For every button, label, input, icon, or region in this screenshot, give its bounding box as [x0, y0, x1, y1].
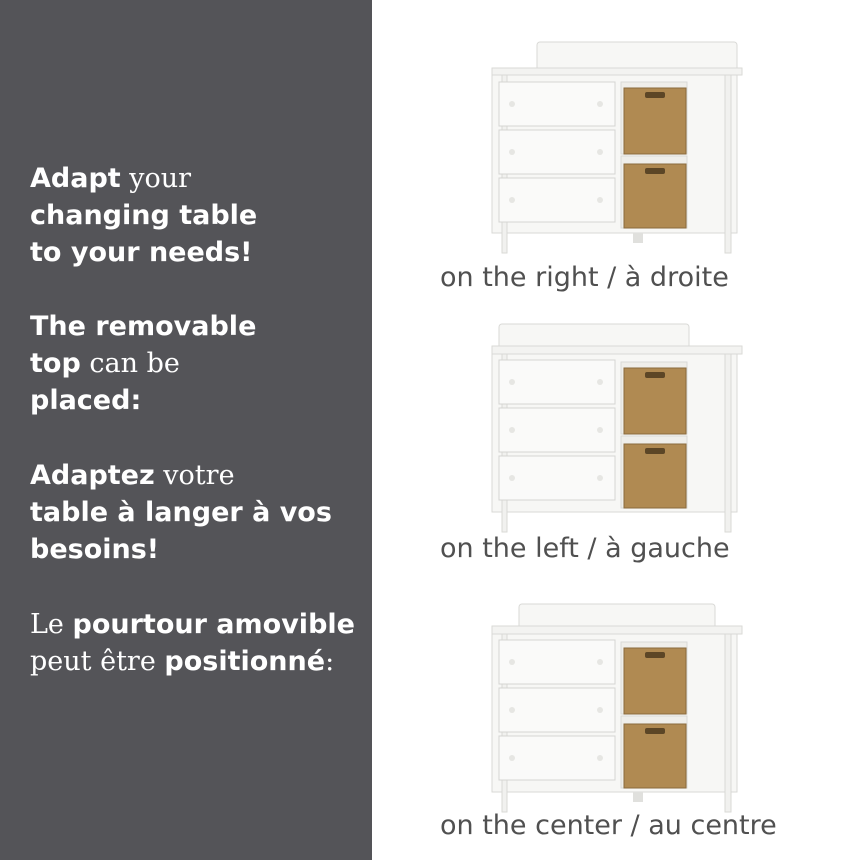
- text-adaptez: Adaptez: [30, 460, 155, 491]
- text-le: Le: [30, 609, 73, 640]
- text-can-be: can be: [80, 348, 180, 379]
- caption-left: on the left / à gauche: [440, 533, 730, 564]
- text-your: your: [120, 163, 192, 194]
- text-pourtour-amovible: pourtour amovible: [72, 609, 355, 640]
- text-positionne: positionné: [164, 646, 326, 677]
- text-colon: :: [325, 646, 335, 677]
- dresser-image-top-center: [487, 598, 747, 818]
- removable-french: [30, 606, 355, 680]
- dresser-image-top-left: [487, 320, 747, 540]
- caption-right: on the right / à droite: [440, 262, 729, 293]
- description-panel: [0, 0, 372, 860]
- text-placed: placed:: [30, 385, 142, 416]
- caption-center: on the center / au centre: [440, 810, 777, 841]
- text-adapt: Adapt: [30, 163, 121, 194]
- text-top: top: [30, 348, 81, 379]
- text-changing-table: changing table: [30, 200, 258, 231]
- text-votre: votre: [154, 460, 235, 491]
- options-panel: [372, 0, 860, 860]
- text-table-a-langer: table à langer à vos: [30, 497, 332, 528]
- text-the-removable: The removable: [30, 311, 257, 342]
- intro-french: [30, 457, 332, 568]
- dresser-image-top-right: [487, 38, 747, 258]
- text-to-your-needs: to your needs!: [30, 237, 253, 268]
- text-peut-etre: peut être: [30, 646, 165, 677]
- text-besoins: besoins!: [30, 534, 160, 565]
- removable-english: [30, 308, 256, 419]
- intro-english: [30, 160, 257, 271]
